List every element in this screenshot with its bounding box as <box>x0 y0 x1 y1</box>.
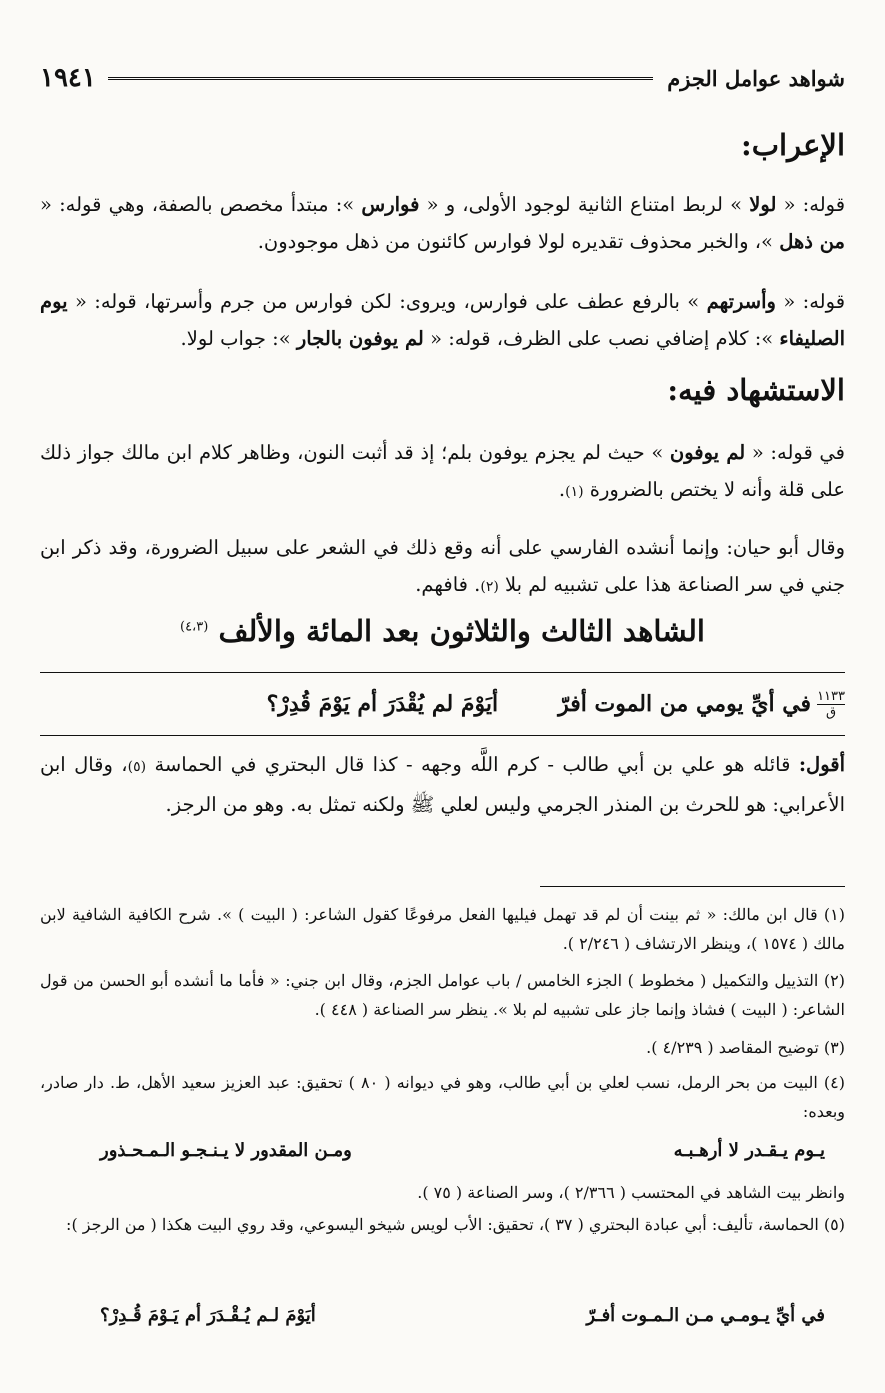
irab-heading: الإعراب: <box>741 128 845 162</box>
istishhad-paragraph-2: وقال أبو حيان: وإنما أنشده الفارسي على أنه وقع ذلك في الشعر على سبيل الضرورة، وقد ذكر ابن جني في سر الصناعة هذا على تشبيه لم بلا (٢). فافهم. <box>40 536 845 596</box>
aqwal-paragraph: أقول: قائله هو علي بن أبي طالب - كرم اللَّه وجهه - كذا قال البحتري في الحماسة (٥)، وقال ابن الأعرابي: هو للحرث بن المنذر الجرمي وليس لعلي ﷺ ولكنه تمثل به. وهو من الرجز. <box>40 753 846 816</box>
irab-paragraph-1: قوله: « لولا » لربط امتناع الثانية لوجود الأولى، و « فوارس »: مبتدأ مخصص بالصفة، وهي قوله: « من ذهل »، والخبر محذوف تقديره لولا فوارس كائنون من ذهل موجودون. <box>40 193 846 253</box>
verse-box <box>40 672 845 736</box>
footnote-separator <box>540 886 845 887</box>
header-rule <box>108 77 653 80</box>
footnote-ref: (٢) <box>480 579 499 595</box>
footnote-4: (٤) البيت من بحر الرمل، نسب لعلي بن أبي طالب، وهو في ديوانه ( ٨٠ ) تحقيق: عبد العزيز سعيد الأهل، ط. دار صادر، وبعده: <box>40 1073 846 1121</box>
footnote-1: (١) قال ابن مالك: « ثم بينت أن لم قد تهمل فيليها الفعل مرفوعًا كقول الشاعر: ( البيت ) ». شرح الكافية الشافية لابن مالك ( ١٥٧٤ )، وينظر الارتشاف ( ٢/٢٤٦ ). <box>40 905 845 953</box>
shahid-heading: الشاهد الثالث والثلاثون بعد المائة والألف $^{(٤،٣)}$ <box>180 614 705 648</box>
verse-hemistich-1: في أيِّ يومي من الموت أفرّ <box>558 691 812 717</box>
irab-paragraph-2: قوله: « وأسرتهم » بالرفع عطف على فوارس، ويروى: لكن فوارس من جرم وأسرتها، قوله: « يوم الصليفاء »: كلام إضافي نصب على الظرف، قوله: « لم يوفون بالجار »: جواب لولا. <box>40 290 846 350</box>
footnote-ref: (٥) <box>127 759 147 775</box>
running-header <box>40 58 845 98</box>
header-title: شواهد عوامل الجزم <box>667 65 845 91</box>
footnote-4-continued: وانظر بيت الشاهد في المحتسب ( ٢/٣٦٦ )، وسر الصناعة ( ٧٥ ). <box>417 1183 845 1202</box>
footnote-5: (٥) الحماسة، تأليف: أبي عبادة البحتري ( ٣٧ )، تحقيق: الأب لويس شيخو اليسوعي، وقد روي البيت هكذا ( من الرجز ): <box>66 1215 845 1234</box>
footnote-2: (٢) التذييل والتكميل ( مخطوط ) الجزء الخامس / باب عوامل الجزم، وقال ابن جني: « فأما ما أنشده أبو الحسن من قول الشاعر: ( البيت ) فشاذ وإنما جاز على تشبيه لم بلا ». ينظر سر الصناعة ( ٤٤٨ ). <box>40 971 845 1019</box>
footnote-ref: (١) <box>565 484 584 500</box>
verse-number: ١١٣٣ ق <box>817 688 845 720</box>
istishhad-paragraph-1: في قوله: « لم يوفون » حيث لم يجزم يوفون بلم؛ إذ قد أثبت النون، وظاهر كلام ابن مالك جواز ذلك على قلة وأنه لا يختص بالضرورة (١). <box>40 441 845 501</box>
footnote-ref: (٤،٣) <box>180 619 209 635</box>
footnote-verse-2: في أيِّ يـومـي مـن الـمـوت أفـرّ أيَوْمَ لـم يُـقْـدَرَ أم يَـوْمَ قُـدِرْ؟ <box>100 1305 825 1326</box>
istishhad-heading: الاستشهاد فيه: <box>667 373 845 407</box>
page-number: ١٩٤١ <box>40 63 96 93</box>
verse-hemistich-2: أيَوْمَ لم يُقْدَرَ أم يَوْمَ قُدِرْ؟ <box>266 691 499 717</box>
footnote-verse-1: يـوم يـقـدر لا أرهـبـه ومـن المقدور لا يـنـجـو الـمـحـذور <box>100 1140 825 1161</box>
footnote-3: (٣) توضيح المقاصد ( ٤/٢٣٩ ). <box>646 1038 845 1057</box>
